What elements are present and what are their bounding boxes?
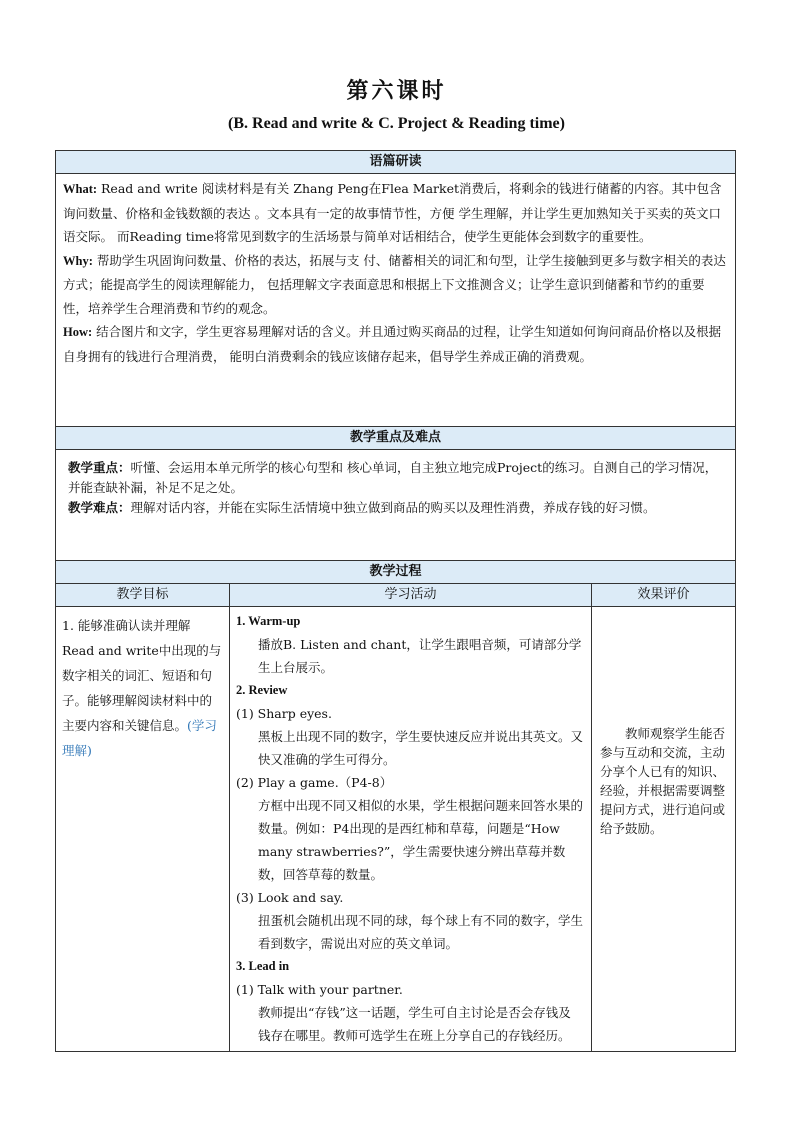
activity-step-sharp-eyes: (1) Sharp eyes. <box>236 706 332 721</box>
goal-cell <box>56 607 230 1052</box>
activity-detail-sharp-eyes: 黑板上出现不同的数字，学生要快速反应并说出其英文。又快又准确的学生可得分。 <box>258 729 584 767</box>
why-label: Why: <box>63 253 93 268</box>
why-text: 帮助学生巩固询问数量、价格的表达，拓展与支 付、储蓄相关的词汇和句型，让学生接触到更多与数字相关的表达方式；能提高学生的阅读理解能力， 包括理解文字表面意思和根据上下文推测含义；让学生意识到储蓄和节约的重要性，培养学生合理消费和节约的观念。 <box>63 252 726 316</box>
activity-detail-play-game: 方框中出现不同又相似的水果，学生根据问题来回答水果的数量。例如：P4出现的是西红柿和草莓，问题是“How many strawberries?”，学生需要快速分辨出草莓并数数，回答草莓的数量。 <box>258 798 584 882</box>
key-point-paragraph <box>68 458 725 498</box>
key-point-label: 教学重点： <box>68 460 131 475</box>
activity-step-talk: (1) Talk with your partner. <box>236 982 403 997</box>
page-title: 第六课时 <box>346 78 447 104</box>
section-header-teaching-process: 教学过程 <box>56 561 736 584</box>
activity-heading-warmup: 1. Warm-up <box>236 614 301 628</box>
activity-detail-look-say: 扭蛋机会随机出现不同的球，每个球上有不同的数字，学生看到数字，需说出对应的英文单词。 <box>258 913 584 951</box>
activity-heading-lead-in: 3. Lead in <box>236 959 290 973</box>
column-header-evaluation: 效果评价 <box>592 584 736 607</box>
activity-cell <box>230 607 592 1052</box>
why-paragraph <box>63 249 728 321</box>
text-analysis-cell <box>56 174 736 427</box>
evaluation-cell <box>592 607 736 1052</box>
what-paragraph <box>63 177 728 249</box>
lesson-table <box>55 150 736 1052</box>
goal-tag: (学习理解) <box>62 718 217 758</box>
activity-detail-talk: 教师提出“存钱”这一话题，学生可自主讨论是否会存钱及钱存在哪里。教师可选学生在班上分享自己的存钱经历。 <box>258 1005 571 1043</box>
difficulty-text: 理解对话内容，并能在实际生活情境中独立做到商品的购买以及理性消费，养成存钱的好习惯。 <box>130 500 656 515</box>
how-paragraph <box>63 320 728 368</box>
page-subtitle: (B. Read and write & C. Project & Reading time) <box>228 115 565 132</box>
difficulty-label: 教学难点： <box>68 500 131 515</box>
column-header-activity: 学习活动 <box>230 584 592 607</box>
activity-heading-review: 2. Review <box>236 683 288 697</box>
activity-step-play-game: (2) Play a game.（P4-8） <box>236 775 393 790</box>
key-point-text: 听懂、会运用本单元所学的核心句型和 核心单词，自主独立地完成Project的练习。自测自己的学习情况，并能查缺补漏，补足不足之处。 <box>68 460 718 495</box>
what-text: Read and write 阅读材料是有关 Zhang Peng在Flea Market消费后，将剩余的钱进行储蓄的内容。其中包含询问数量、价格和金钱数额的表达 。文本具有一定的故事情节性，方便 学生理解，并让学生更加熟知关于买卖的英文口语交际。 而Reading time将常见到数字的生活场景与简单对话相结合，使学生更能体会到数字的重要性。 <box>63 181 722 244</box>
how-label: How: <box>63 325 93 339</box>
column-header-goal: 教学目标 <box>56 584 230 607</box>
section-header-key-points: 教学重点及难点 <box>56 427 736 450</box>
evaluation-text: 教师观察学生能否参与互动和交流，主动分享个人已有的知识、经验，并根据需要调整提问方式，进行追问或给予鼓励。 <box>600 726 726 836</box>
how-text: 结合图片和文字，学生更容易理解对话的含义。并且通过购买商品的过程，让学生知道如何询问商品价格以及根据自身拥有的钱进行合理消费， 能明白消费剩余的钱应该储存起来，倡导学生养成正确的消费观。 <box>63 324 722 364</box>
activity-step-look-say: (3) Look and say. <box>236 890 344 905</box>
goal-text: 1. 能够准确认读并理解 Read and write中出现的与数字相关的词汇、短语和句子。能够理解阅读材料中的主要内容和关键信息。 <box>62 618 222 733</box>
difficulty-paragraph <box>68 498 725 518</box>
activity-detail-warmup: 播放B. Listen and chant，让学生跟唱音频，可请部分学生上台展示。 <box>258 637 582 675</box>
key-points-cell <box>56 450 736 561</box>
section-header-text-analysis: 语篇研读 <box>56 151 736 174</box>
what-label: What: <box>63 182 98 196</box>
